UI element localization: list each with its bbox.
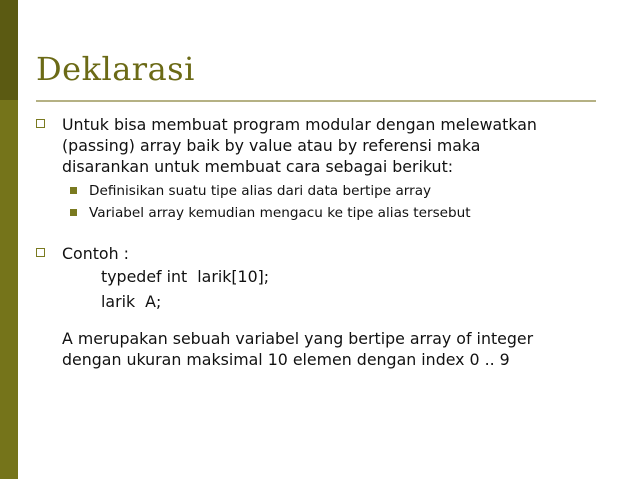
bullet-text-line: (passing) array baik by value atau by referensi maka bbox=[62, 136, 481, 155]
slide-content bbox=[36, 114, 616, 370]
sub-bullet-text: Variabel array kemudian mengacu ke tipe alias tersebut bbox=[89, 205, 471, 221]
sub-bullet-text: Definisikan suatu tipe alias dari data bertipe array bbox=[89, 183, 432, 199]
bullet-text-line: Untuk bisa membuat program modular dengan melewatkan bbox=[62, 115, 537, 134]
sub-bullet-item bbox=[66, 180, 616, 202]
filled-square-bullet-icon bbox=[70, 209, 77, 216]
description-line: A merupakan sebuah variabel yang bertipe array of integer bbox=[62, 329, 534, 348]
bullet-text-line: disarankan untuk membuat cara sebagai berikut: bbox=[62, 157, 454, 176]
description-line: dengan ukuran maksimal 10 elemen dengan index 0 .. 9 bbox=[62, 350, 510, 369]
filled-square-bullet-icon bbox=[70, 187, 77, 194]
slide-title: Deklarasi bbox=[36, 50, 195, 88]
sub-bullet-item bbox=[66, 202, 616, 224]
sub-bullet-list bbox=[62, 180, 616, 224]
code-line: larik A; bbox=[101, 292, 162, 311]
accent-bar-top bbox=[0, 0, 18, 100]
bullet-item bbox=[36, 243, 616, 370]
title-divider bbox=[36, 100, 596, 102]
square-bullet-icon bbox=[36, 119, 45, 128]
square-bullet-icon bbox=[36, 248, 45, 257]
bullet-item bbox=[36, 114, 616, 224]
code-line: typedef int larik[10]; bbox=[101, 267, 270, 286]
bullet-text-line: Contoh : bbox=[62, 244, 129, 263]
